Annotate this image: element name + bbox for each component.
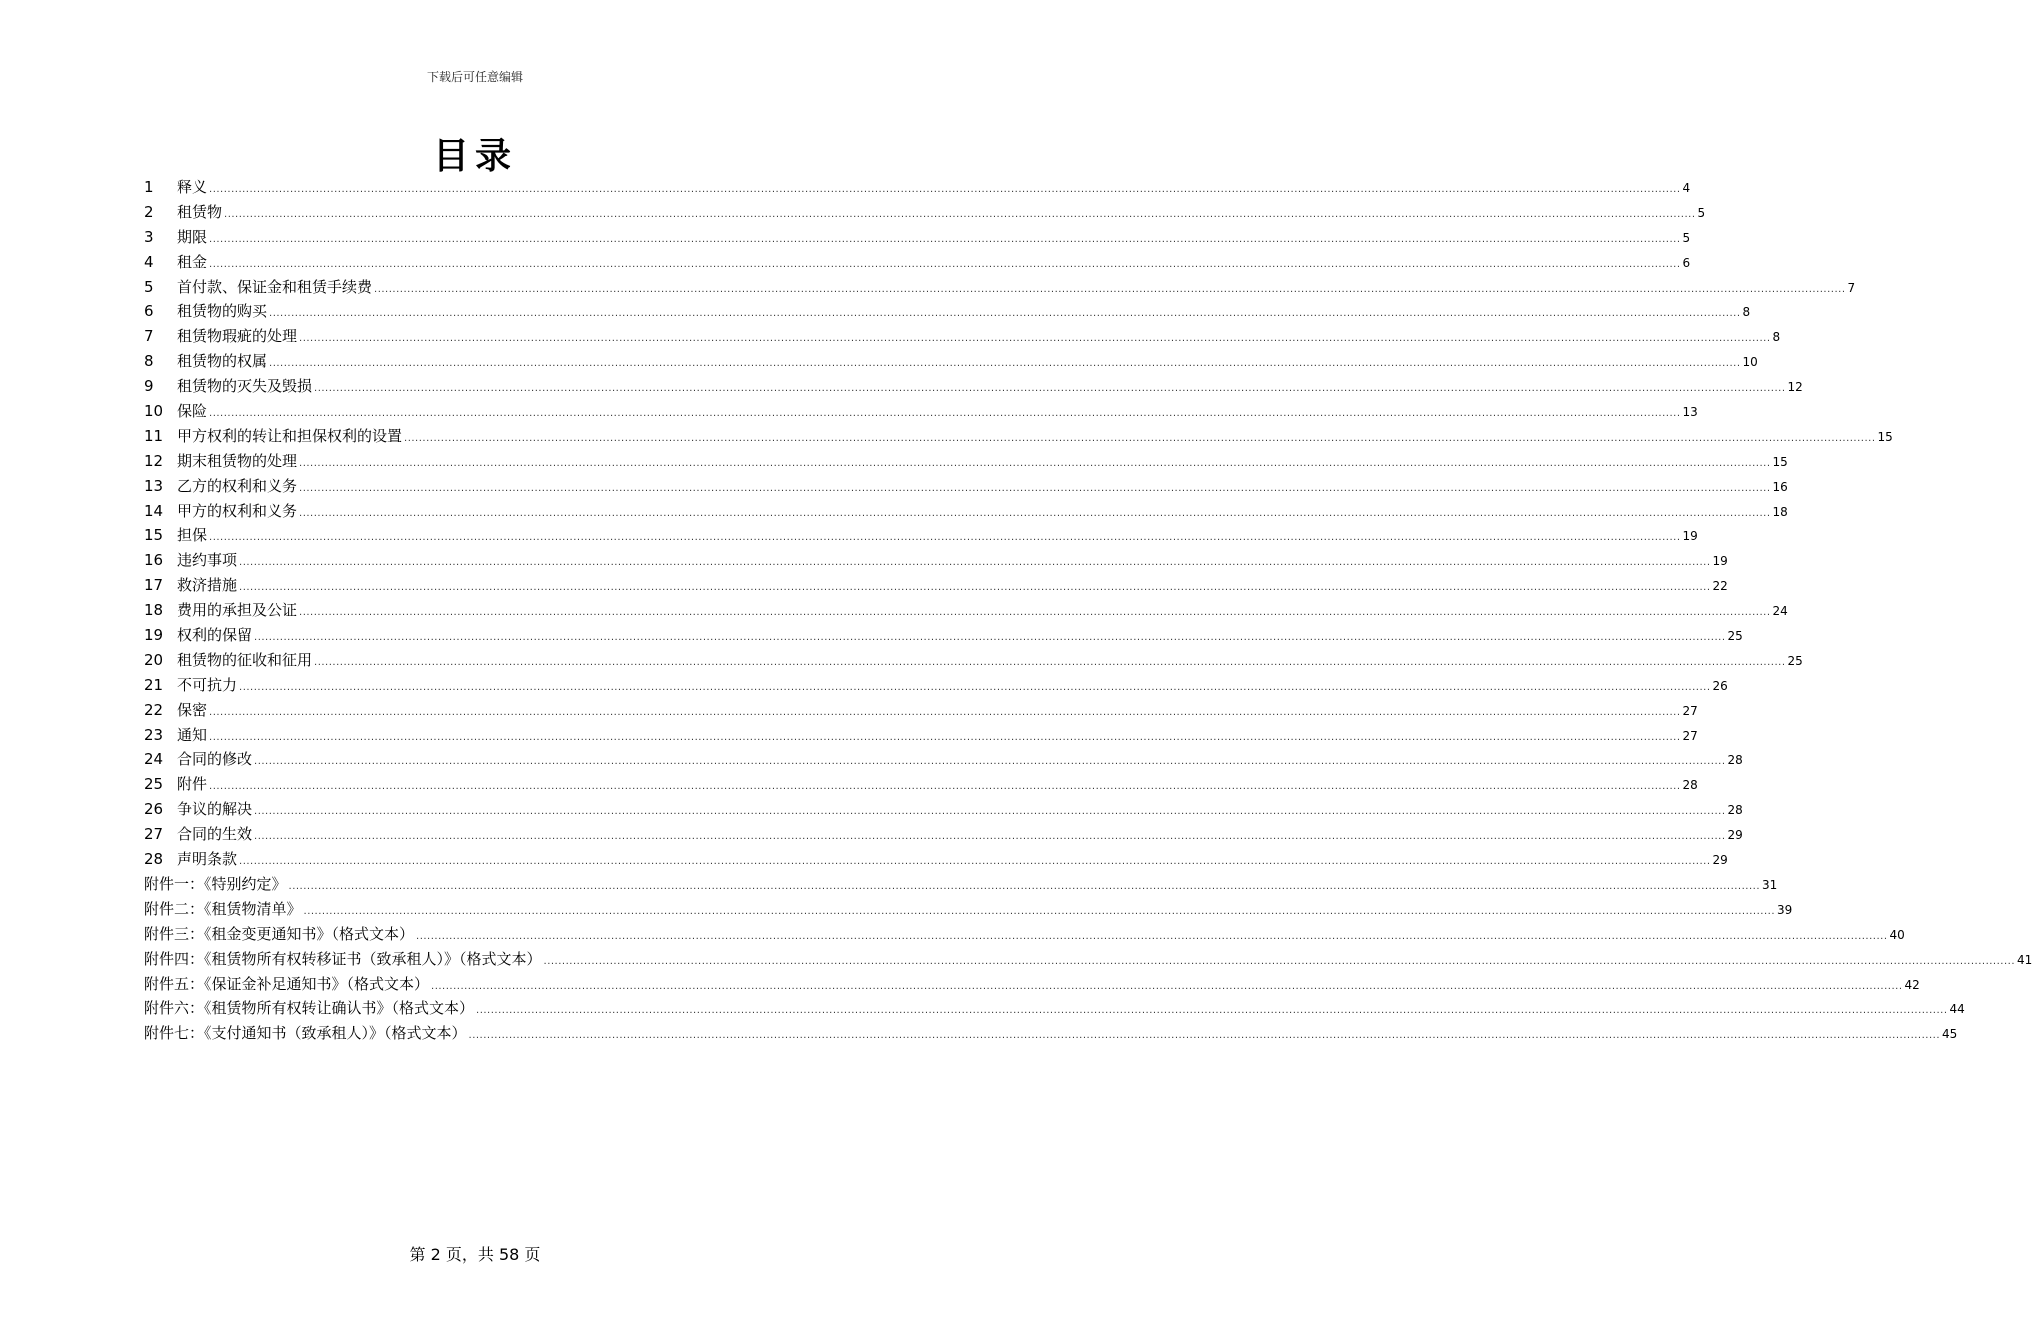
toc-dot-leader: ................................................................................................................................................................................................................................................................................................................................................................................................................ <box>404 432 1876 444</box>
toc-dot-leader: ................................................................................................................................................................................................................................................................................................................................................................................................................ <box>299 333 1771 345</box>
toc-entry[interactable] <box>144 1021 1958 1046</box>
toc-entry[interactable] <box>144 299 1751 324</box>
toc-entry[interactable] <box>144 648 1803 673</box>
toc-dot-leader: ................................................................................................................................................................................................................................................................................................................................................................................................................ <box>224 208 1696 220</box>
toc-entry[interactable] <box>144 523 1698 548</box>
toc-entry[interactable] <box>144 573 1728 598</box>
toc-entry[interactable] <box>144 872 1778 897</box>
toc-entry-number: 12 <box>144 451 164 470</box>
toc-entry-page: 25 <box>1787 653 1803 668</box>
toc-entry-number: 8 <box>144 352 154 371</box>
toc-entry[interactable] <box>144 399 1698 424</box>
toc-entry-label: 附件七：《支付通知书（致承租人）》（格式文本） <box>144 1024 467 1043</box>
toc-entry-page: 18 <box>1772 504 1788 519</box>
toc-entry-page: 28 <box>1727 803 1743 818</box>
toc-entry-page: 28 <box>1682 778 1698 793</box>
toc-entry[interactable] <box>144 548 1728 573</box>
toc-entry-page: 31 <box>1762 877 1778 892</box>
toc-entry[interactable] <box>144 797 1743 822</box>
toc-entry-label: 合同的生效 <box>177 825 253 844</box>
toc-dot-leader: ................................................................................................................................................................................................................................................................................................................................................................................................................ <box>468 1030 1940 1042</box>
toc-dot-leader: ................................................................................................................................................................................................................................................................................................................................................................................................................ <box>303 905 1775 917</box>
toc-entry-number: 1 <box>144 178 154 196</box>
toc-dot-leader: ................................................................................................................................................................................................................................................................................................................................................................................................................ <box>269 358 1741 370</box>
toc-entry-label: 租赁物的权属 <box>177 352 268 371</box>
toc-entry-page: 19 <box>1682 529 1698 544</box>
toc-entry-number: 25 <box>144 775 164 794</box>
toc-entry-number: 28 <box>144 850 164 869</box>
toc-dot-leader: ................................................................................................................................................................................................................................................................................................................................................................................................................ <box>239 582 1711 594</box>
toc-dot-leader: ................................................................................................................................................................................................................................................................................................................................................................................................................ <box>288 880 1760 892</box>
toc-entry-page: 4 <box>1682 181 1691 195</box>
table-of-contents <box>144 175 2032 1046</box>
toc-dot-leader: ................................................................................................................................................................................................................................................................................................................................................................................................................ <box>299 607 1771 619</box>
toc-dot-leader: ................................................................................................................................................................................................................................................................................................................................................................................................................ <box>254 806 1726 818</box>
toc-entry-label: 权利的保留 <box>177 626 253 645</box>
toc-entry-number: 15 <box>144 526 164 545</box>
toc-entry-page: 5 <box>1697 205 1706 220</box>
toc-entry[interactable] <box>144 225 1691 250</box>
toc-dot-leader: ................................................................................................................................................................................................................................................................................................................................................................................................................ <box>209 731 1681 743</box>
toc-entry-page: 6 <box>1682 255 1691 270</box>
toc-entry-page: 12 <box>1787 380 1803 395</box>
toc-entry-number: 16 <box>144 551 164 570</box>
toc-dot-leader: ................................................................................................................................................................................................................................................................................................................................................................................................................ <box>254 756 1726 768</box>
toc-entry[interactable] <box>144 972 1920 997</box>
toc-dot-leader: ................................................................................................................................................................................................................................................................................................................................................................................................................ <box>269 308 1741 320</box>
toc-entry-label: 租赁物的购买 <box>177 302 268 321</box>
header-note: 下载后可任意编辑 <box>426 70 523 84</box>
toc-entry[interactable] <box>144 175 1691 200</box>
toc-entry-number: 21 <box>144 675 164 694</box>
toc-entry-number: 24 <box>144 750 164 769</box>
toc-entry[interactable] <box>144 922 1905 947</box>
toc-entry-number: 13 <box>144 476 164 495</box>
toc-entry-number: 7 <box>144 327 154 346</box>
toc-entry-label: 保险 <box>177 402 208 421</box>
toc-dot-leader: ................................................................................................................................................................................................................................................................................................................................................................................................................ <box>374 283 1846 295</box>
toc-entry-page: 26 <box>1712 678 1728 693</box>
toc-entry-number: 6 <box>144 302 154 321</box>
toc-entry-label: 首付款、保证金和租赁手续费 <box>177 277 373 296</box>
toc-dot-leader: ................................................................................................................................................................................................................................................................................................................................................................................................................ <box>314 383 1786 395</box>
toc-entry-page: 39 <box>1777 902 1793 917</box>
toc-entry[interactable] <box>144 449 1788 474</box>
toc-entry-page: 42 <box>1904 977 1920 992</box>
toc-entry[interactable] <box>144 723 1698 748</box>
toc-entry-label: 甲方的权利和义务 <box>177 501 298 520</box>
toc-entry-label: 保密 <box>177 700 208 719</box>
toc-dot-leader: ................................................................................................................................................................................................................................................................................................................................................................................................................ <box>299 482 1771 494</box>
toc-entry[interactable] <box>144 275 1856 300</box>
toc-entry[interactable] <box>144 747 1743 772</box>
toc-entry-number: 23 <box>144 725 164 744</box>
toc-dot-leader: ................................................................................................................................................................................................................................................................................................................................................................................................................ <box>416 930 1888 942</box>
toc-entry[interactable] <box>144 374 1803 399</box>
toc-entry[interactable] <box>144 822 1743 847</box>
toc-entry-page: 10 <box>1742 355 1758 370</box>
toc-entry-page: 24 <box>1772 604 1788 619</box>
toc-dot-leader: ................................................................................................................................................................................................................................................................................................................................................................................................................ <box>239 681 1711 693</box>
toc-dot-leader: ................................................................................................................................................................................................................................................................................................................................................................................................................ <box>209 184 1681 195</box>
toc-entry-label: 附件一：《特别约定》 <box>144 874 287 893</box>
toc-entry-number: 9 <box>144 377 154 396</box>
toc-entry-page: 16 <box>1772 479 1788 494</box>
toc-entry-number: 27 <box>144 825 164 844</box>
toc-entry[interactable] <box>144 996 1965 1021</box>
toc-entry-page: 45 <box>1942 1027 1958 1042</box>
toc-dot-leader: ................................................................................................................................................................................................................................................................................................................................................................................................................ <box>209 781 1681 793</box>
toc-entry-label: 附件三：《租金变更通知书》（格式文本） <box>144 924 415 943</box>
toc-entry-page: 7 <box>1847 280 1856 295</box>
toc-dot-leader: ................................................................................................................................................................................................................................................................................................................................................................................................................ <box>239 856 1711 868</box>
toc-entry-page: 41 <box>2017 952 2032 967</box>
toc-entry-label: 乙方的权利和义务 <box>177 476 298 495</box>
toc-entry-number: 11 <box>144 426 164 445</box>
toc-dot-leader: ................................................................................................................................................................................................................................................................................................................................................................................................................ <box>299 457 1771 469</box>
toc-entry-number: 22 <box>144 700 164 719</box>
toc-entry-label: 甲方权利的转让和担保权利的设置 <box>177 426 403 445</box>
toc-entry-page: 13 <box>1682 405 1698 420</box>
toc-entry[interactable] <box>144 250 1691 275</box>
toc-entry-page: 28 <box>1727 753 1743 768</box>
toc-entry-number: 2 <box>144 202 154 221</box>
toc-entry[interactable] <box>144 349 1758 374</box>
toc-dot-leader: ................................................................................................................................................................................................................................................................................................................................................................................................................ <box>209 258 1681 270</box>
toc-entry-label: 声明条款 <box>177 850 238 869</box>
toc-entry-page: 19 <box>1712 554 1728 569</box>
toc-entry-page: 29 <box>1712 853 1728 868</box>
toc-entry-number: 19 <box>144 626 164 645</box>
toc-entry-label: 不可抗力 <box>177 675 238 694</box>
toc-entry-label: 租赁物的灭失及毁损 <box>177 377 313 396</box>
toc-entry-label: 释义 <box>177 178 208 196</box>
toc-entry-page: 25 <box>1727 629 1743 644</box>
toc-entry-label: 租赁物的征收和征用 <box>177 650 313 669</box>
toc-entry[interactable] <box>144 324 1781 349</box>
toc-entry-number: 3 <box>144 227 154 246</box>
toc-dot-leader: ................................................................................................................................................................................................................................................................................................................................................................................................................ <box>239 557 1711 569</box>
toc-dot-leader: ................................................................................................................................................................................................................................................................................................................................................................................................................ <box>209 233 1681 245</box>
toc-entry[interactable] <box>144 897 1793 922</box>
page-footer: 第 2 页，共 58 页 <box>409 1245 541 1264</box>
toc-entry[interactable] <box>144 424 1893 449</box>
toc-entry[interactable] <box>144 499 1788 524</box>
toc-entry-label: 争议的解决 <box>177 800 253 819</box>
toc-dot-leader: ................................................................................................................................................................................................................................................................................................................................................................................................................ <box>431 980 1903 992</box>
toc-entry[interactable] <box>144 772 1698 797</box>
toc-entry-label: 租赁物 <box>177 202 223 221</box>
toc-entry-page: 29 <box>1727 828 1743 843</box>
toc-entry-label: 通知 <box>177 725 208 744</box>
toc-entry-number: 14 <box>144 501 164 520</box>
toc-entry-page: 27 <box>1682 728 1698 743</box>
toc-dot-leader: ................................................................................................................................................................................................................................................................................................................................................................................................................ <box>314 656 1786 668</box>
toc-entry-page: 8 <box>1772 330 1781 345</box>
toc-entry[interactable] <box>144 474 1788 499</box>
toc-entry-number: 17 <box>144 576 164 595</box>
toc-entry-number: 10 <box>144 402 164 421</box>
toc-entry-number: 18 <box>144 601 164 620</box>
toc-entry-label: 附件六：《租赁物所有权转让确认书》（格式文本） <box>144 999 475 1018</box>
toc-entry[interactable] <box>144 598 1788 623</box>
toc-entry-page: 8 <box>1742 305 1751 320</box>
toc-dot-leader: ................................................................................................................................................................................................................................................................................................................................................................................................................ <box>543 955 2015 967</box>
toc-entry-page: 40 <box>1889 927 1905 942</box>
toc-entry-label: 费用的承担及公证 <box>177 601 298 620</box>
toc-entry-label: 期末租赁物的处理 <box>177 451 298 470</box>
toc-entry-label: 担保 <box>177 526 208 545</box>
toc-dot-leader: ................................................................................................................................................................................................................................................................................................................................................................................................................ <box>254 632 1726 644</box>
toc-entry-label: 合同的修改 <box>177 750 253 769</box>
toc-entry-label: 附件四：《租赁物所有权转移证书（致承租人）》（格式文本） <box>144 949 542 968</box>
page-title: 目录 <box>432 136 517 177</box>
toc-entry-label: 违约事项 <box>177 551 238 570</box>
toc-entry-label: 附件二：《租赁物清单》 <box>144 899 302 918</box>
toc-entry-number: 4 <box>144 252 154 271</box>
toc-dot-leader: ................................................................................................................................................................................................................................................................................................................................................................................................................ <box>209 408 1681 420</box>
toc-entry-number: 5 <box>144 277 154 296</box>
toc-entry-label: 期限 <box>177 227 208 246</box>
toc-entry-page: 44 <box>1949 1002 1965 1017</box>
toc-entry[interactable] <box>144 847 1728 872</box>
toc-entry-page: 27 <box>1682 703 1698 718</box>
toc-entry-label: 附件 <box>177 775 208 794</box>
toc-entry[interactable] <box>144 623 1743 648</box>
toc-entry-number: 20 <box>144 650 164 669</box>
toc-entry-label: 租金 <box>177 252 208 271</box>
toc-entry-page: 15 <box>1877 429 1893 444</box>
toc-entry-label: 租赁物瑕疵的处理 <box>177 327 298 346</box>
toc-entry[interactable] <box>144 947 2032 972</box>
toc-entry[interactable] <box>144 200 1706 225</box>
toc-dot-leader: ................................................................................................................................................................................................................................................................................................................................................................................................................ <box>254 831 1726 843</box>
toc-dot-leader: ................................................................................................................................................................................................................................................................................................................................................................................................................ <box>476 1005 1948 1017</box>
toc-entry-page: 22 <box>1712 579 1728 594</box>
toc-entry-label: 附件五：《保证金补足通知书》（格式文本） <box>144 974 430 993</box>
toc-entry-page: 5 <box>1682 230 1691 245</box>
toc-dot-leader: ................................................................................................................................................................................................................................................................................................................................................................................................................ <box>209 706 1681 718</box>
toc-dot-leader: ................................................................................................................................................................................................................................................................................................................................................................................................................ <box>299 507 1771 519</box>
toc-entry-number: 26 <box>144 800 164 819</box>
toc-entry-page: 15 <box>1772 454 1788 469</box>
toc-entry[interactable] <box>144 673 1728 698</box>
toc-dot-leader: ................................................................................................................................................................................................................................................................................................................................................................................................................ <box>209 532 1681 544</box>
toc-entry-label: 救济措施 <box>177 576 238 595</box>
toc-entry[interactable] <box>144 698 1698 723</box>
